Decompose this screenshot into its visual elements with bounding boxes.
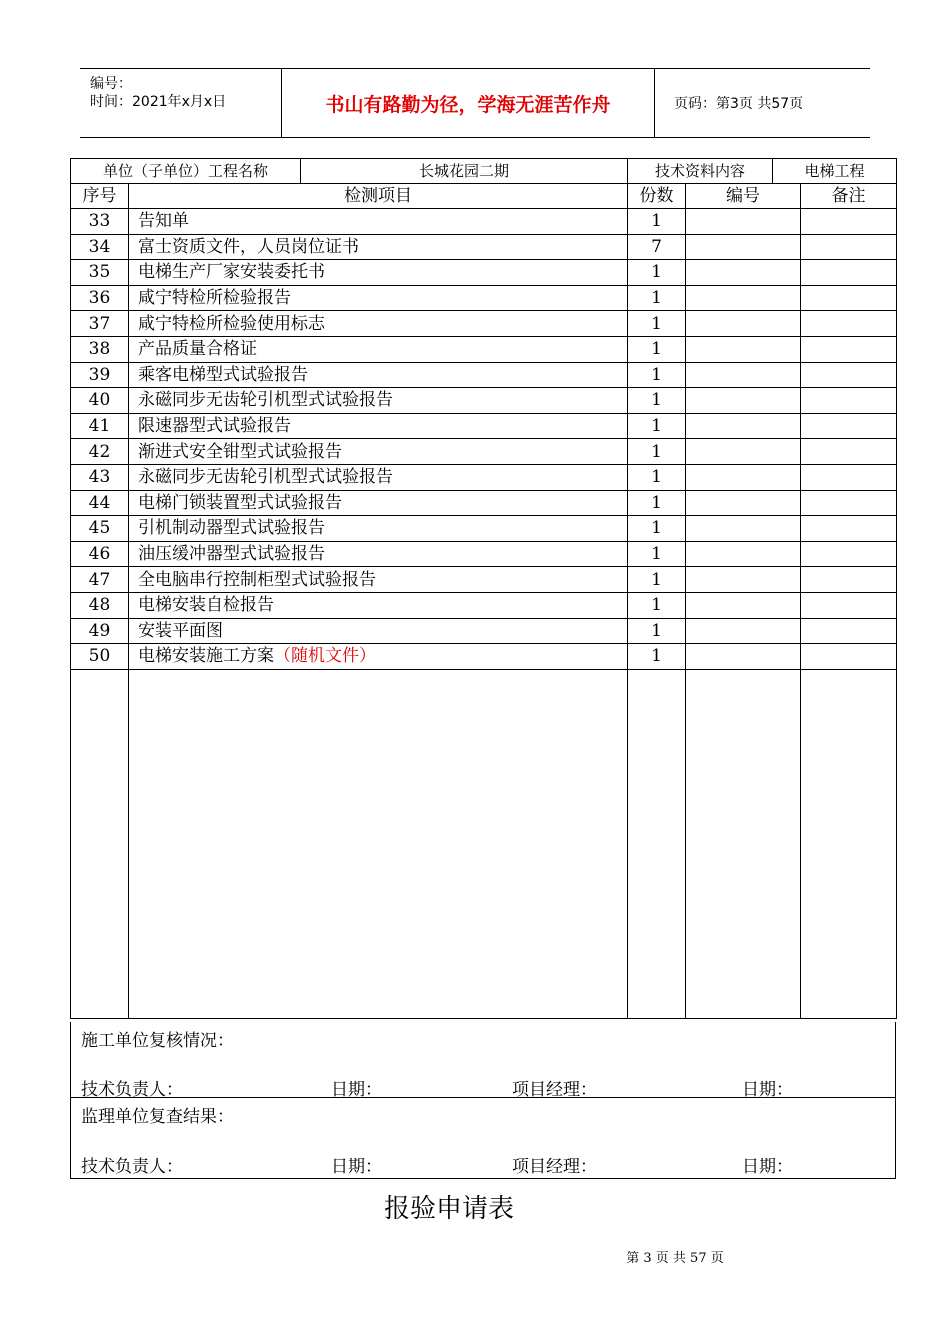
- row-item-note: （随机文件）: [274, 646, 376, 667]
- row-code: [686, 311, 801, 337]
- row-number: 45: [71, 516, 129, 542]
- blank-cell: [129, 669, 628, 1018]
- row-qty: 1: [628, 644, 686, 670]
- construction-review: [70, 1022, 896, 1098]
- row-item: [129, 362, 628, 388]
- tech-content-label: 技术资料内容: [628, 159, 773, 184]
- column-header-row: [71, 184, 897, 209]
- table-row: [71, 490, 897, 516]
- row-item: [129, 336, 628, 362]
- row-number: 37: [71, 311, 129, 337]
- row-remark: [801, 285, 897, 311]
- row-code: [686, 209, 801, 235]
- row-remark: [801, 209, 897, 235]
- row-qty: 1: [628, 311, 686, 337]
- row-code: [686, 516, 801, 542]
- inspection-table: [70, 158, 897, 1019]
- document-title: 报验申请表: [383, 1194, 514, 1224]
- row-remark: [801, 464, 897, 490]
- row-qty: 7: [628, 234, 686, 260]
- row-remark: [801, 618, 897, 644]
- row-remark: [801, 362, 897, 388]
- page-info-text: 页码：第3页 共57页: [674, 96, 804, 112]
- row-item: [129, 311, 628, 337]
- row-item-text: 全电脑串行控制柜型式试验报告: [138, 569, 376, 590]
- header-motto: 书山有路勤为径，学海无涯苦作舟: [282, 69, 655, 137]
- row-number: 33: [71, 209, 129, 235]
- row-item-text: 告知单: [138, 211, 189, 232]
- header-meta: [80, 69, 282, 137]
- row-code: [686, 490, 801, 516]
- row-code: [686, 464, 801, 490]
- row-item-text: 电梯门锁装置型式试验报告: [138, 492, 342, 513]
- row-remark: [801, 592, 897, 618]
- row-number: 44: [71, 490, 129, 516]
- table-row: [71, 285, 897, 311]
- supervision-tech-lead: 技术负责人：: [81, 1157, 183, 1177]
- blank-cell: [801, 669, 897, 1018]
- row-item: [129, 439, 628, 465]
- row-number: 35: [71, 260, 129, 286]
- table-row: [71, 439, 897, 465]
- row-qty: 1: [628, 464, 686, 490]
- col-seq: 序号: [71, 184, 129, 209]
- row-qty: 1: [628, 541, 686, 567]
- supervision-review: [70, 1097, 896, 1179]
- row-code: [686, 336, 801, 362]
- row-remark: [801, 516, 897, 542]
- supervision-review-title: 监理单位复查结果：: [81, 1107, 234, 1127]
- time-label: 时间：2021年x月x日: [90, 94, 227, 110]
- row-item: [129, 516, 628, 542]
- row-code: [686, 260, 801, 286]
- row-item: [129, 260, 628, 286]
- row-qty: 1: [628, 260, 686, 286]
- table-row: [71, 336, 897, 362]
- row-item: [129, 490, 628, 516]
- row-qty: 1: [628, 516, 686, 542]
- row-number: 38: [71, 336, 129, 362]
- table-row: [71, 413, 897, 439]
- row-qty: 1: [628, 592, 686, 618]
- row-code: [686, 592, 801, 618]
- table-row: [71, 362, 897, 388]
- row-item: [129, 209, 628, 235]
- row-remark: [801, 336, 897, 362]
- row-item: [129, 413, 628, 439]
- table-row: [71, 516, 897, 542]
- row-item: [129, 388, 628, 414]
- construction-date-1: 日期：: [331, 1080, 382, 1100]
- row-number: 42: [71, 439, 129, 465]
- row-remark: [801, 260, 897, 286]
- row-item: [129, 285, 628, 311]
- row-qty: 1: [628, 362, 686, 388]
- supervision-project-manager: 项目经理：: [512, 1157, 597, 1177]
- row-item: [129, 567, 628, 593]
- row-remark: [801, 234, 897, 260]
- row-number: 50: [71, 644, 129, 670]
- col-code: 编号: [686, 184, 801, 209]
- table-row: [71, 592, 897, 618]
- construction-date-2: 日期：: [742, 1080, 793, 1100]
- row-number: 41: [71, 413, 129, 439]
- table-row: [71, 388, 897, 414]
- row-qty: 1: [628, 490, 686, 516]
- row-item-text: 永磁同步无齿轮引机型式试验报告: [138, 467, 393, 488]
- row-item-text: 引机制动器型式试验报告: [138, 518, 325, 539]
- row-item-text: 油压缓冲器型式试验报告: [138, 544, 325, 565]
- row-code: [686, 618, 801, 644]
- row-remark: [801, 490, 897, 516]
- row-remark: [801, 388, 897, 414]
- row-item-text: 乘客电梯型式试验报告: [138, 364, 308, 385]
- row-item-text: 电梯安装施工方案: [138, 646, 274, 667]
- row-number: 40: [71, 388, 129, 414]
- blank-row: [71, 669, 897, 1018]
- table-row: [71, 644, 897, 670]
- row-number: 34: [71, 234, 129, 260]
- row-item-text: 限速器型式试验报告: [138, 416, 291, 437]
- table-row: [71, 234, 897, 260]
- row-code: [686, 413, 801, 439]
- row-code: [686, 285, 801, 311]
- row-item: [129, 592, 628, 618]
- row-number: 48: [71, 592, 129, 618]
- row-number: 49: [71, 618, 129, 644]
- row-item-text: 渐进式安全钳型式试验报告: [138, 441, 342, 462]
- row-code: [686, 541, 801, 567]
- construction-project-manager: 项目经理：: [512, 1080, 597, 1100]
- row-item: [129, 618, 628, 644]
- blank-cell: [628, 669, 686, 1018]
- supervision-date-2: 日期：: [742, 1157, 793, 1177]
- row-qty: 1: [628, 388, 686, 414]
- project-info-row: [71, 159, 897, 184]
- row-code: [686, 388, 801, 414]
- table-row: [71, 464, 897, 490]
- row-item: [129, 541, 628, 567]
- row-remark: [801, 567, 897, 593]
- table-row: [71, 311, 897, 337]
- tech-content-value: 电梯工程: [773, 159, 897, 184]
- col-qty: 份数: [628, 184, 686, 209]
- row-remark: [801, 644, 897, 670]
- supervision-date-1: 日期：: [331, 1157, 382, 1177]
- col-item: 检测项目: [129, 184, 628, 209]
- table-row: [71, 618, 897, 644]
- row-number: 47: [71, 567, 129, 593]
- row-number: 43: [71, 464, 129, 490]
- unit-name-value: 长城花园二期: [301, 159, 628, 184]
- row-number: 46: [71, 541, 129, 567]
- row-remark: [801, 311, 897, 337]
- number-label: 编号：: [90, 76, 132, 92]
- unit-name-label: 单位（子单位）工程名称: [71, 159, 301, 184]
- table-row: [71, 260, 897, 286]
- row-qty: 1: [628, 413, 686, 439]
- row-remark: [801, 439, 897, 465]
- table-row: [71, 541, 897, 567]
- construction-tech-lead: 技术负责人：: [81, 1080, 183, 1100]
- row-item-text: 电梯安装自检报告: [138, 595, 274, 616]
- blank-cell: [71, 669, 129, 1018]
- row-item-text: 永磁同步无齿轮引机型式试验报告: [138, 390, 393, 411]
- row-item: [129, 464, 628, 490]
- header-page-info: [664, 69, 870, 137]
- row-item-text: 安装平面图: [138, 620, 223, 641]
- row-number: 36: [71, 285, 129, 311]
- page-footer: 第 3 页 共 57 页: [626, 1251, 724, 1266]
- row-remark: [801, 413, 897, 439]
- row-qty: 1: [628, 336, 686, 362]
- row-code: [686, 644, 801, 670]
- row-item-text: 咸宁特检所检验使用标志: [138, 313, 325, 334]
- row-code: [686, 567, 801, 593]
- row-code: [686, 439, 801, 465]
- row-qty: 1: [628, 618, 686, 644]
- construction-review-title: 施工单位复核情况：: [81, 1031, 234, 1051]
- col-remark: 备注: [801, 184, 897, 209]
- row-item-text: 咸宁特检所检验报告: [138, 288, 291, 309]
- row-number: 39: [71, 362, 129, 388]
- row-item-text: 电梯生产厂家安装委托书: [138, 262, 325, 283]
- row-item: [129, 644, 628, 670]
- table-row: [71, 567, 897, 593]
- row-code: [686, 362, 801, 388]
- row-qty: 1: [628, 209, 686, 235]
- row-item-text: 富士资质文件，人员岗位证书: [138, 236, 359, 257]
- table-row: [71, 209, 897, 235]
- row-remark: [801, 541, 897, 567]
- row-qty: 1: [628, 439, 686, 465]
- row-qty: 1: [628, 285, 686, 311]
- page-header: [80, 68, 870, 138]
- row-code: [686, 234, 801, 260]
- blank-cell: [686, 669, 801, 1018]
- row-item-text: 产品质量合格证: [138, 339, 257, 360]
- row-item: [129, 234, 628, 260]
- row-qty: 1: [628, 567, 686, 593]
